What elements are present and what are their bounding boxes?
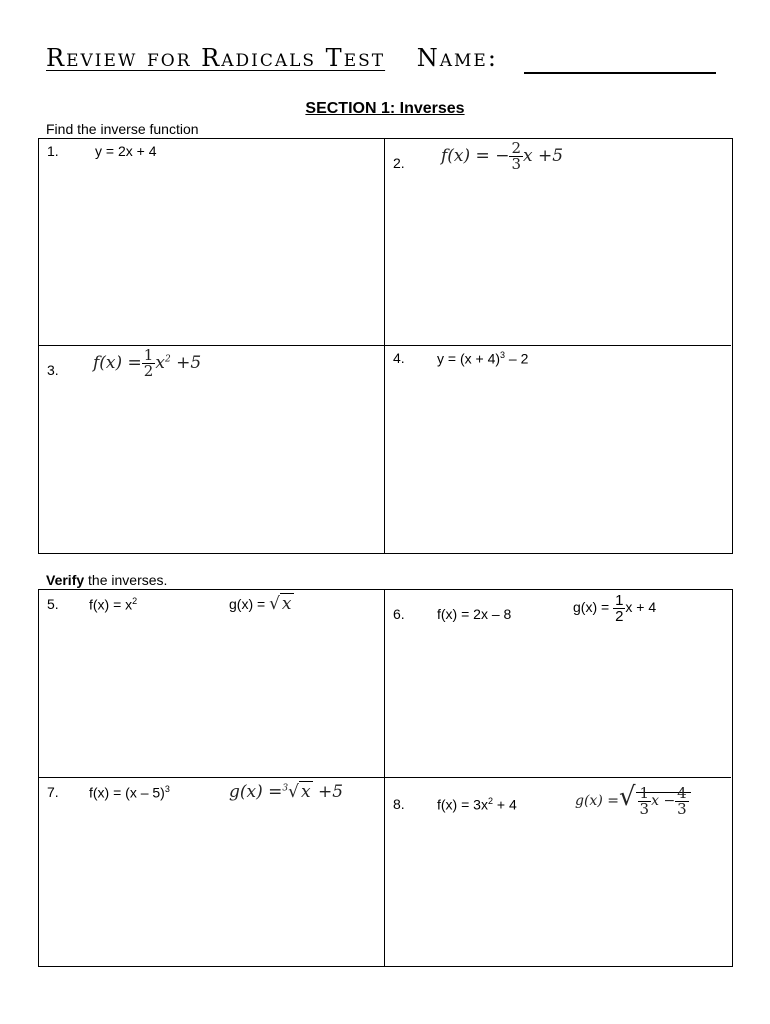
problem-g xyxy=(573,593,656,624)
problem-equation xyxy=(93,348,201,379)
fraction-denominator: 2 xyxy=(143,362,154,380)
eq-rhs-const: +5 xyxy=(170,353,202,373)
fraction-denominator: 3 xyxy=(511,155,521,173)
problem-number: 3. xyxy=(47,362,59,378)
eq-rhs-var: x xyxy=(155,353,165,373)
problem-f xyxy=(89,784,170,801)
worksheet-title xyxy=(46,44,498,72)
problem-number: 8. xyxy=(393,796,405,812)
f-part-a: f(x) = x xyxy=(89,596,133,613)
name-label: Name: xyxy=(416,44,498,72)
problem-equation xyxy=(437,350,528,367)
fraction-numerator: 2 xyxy=(511,139,521,157)
fraction-denominator: 3 xyxy=(677,799,687,818)
problem-grid-inverses xyxy=(38,138,733,554)
name-blank-line xyxy=(524,72,716,74)
instruction-inverse: Find the inverse function xyxy=(46,121,199,137)
problem-number: 2. xyxy=(393,155,405,171)
verify-bold: Verify xyxy=(46,572,85,588)
radicand xyxy=(636,783,691,818)
problem-grid-verify xyxy=(38,589,733,967)
fraction xyxy=(638,783,652,818)
instruction-verify xyxy=(46,572,167,588)
g-label: g(x) = xyxy=(229,782,283,802)
fraction xyxy=(509,141,523,172)
eq-part-b: – 2 xyxy=(505,350,529,367)
radical-sign: √ xyxy=(618,782,636,812)
problem-cell-4 xyxy=(385,346,731,553)
exponent: 2 xyxy=(132,596,138,606)
problem-cell-2 xyxy=(385,139,731,346)
g-rest: +5 xyxy=(312,782,344,802)
problem-equation xyxy=(441,141,563,172)
title-text: Review for Radicals Test xyxy=(46,44,386,72)
exponent: 2 xyxy=(164,354,171,365)
radicand: x xyxy=(300,782,311,802)
fraction-numerator: 1 xyxy=(639,783,650,802)
verify-rest: the inverses. xyxy=(84,572,168,588)
root-index: 3 xyxy=(282,783,289,794)
fraction-denominator: 2 xyxy=(615,608,624,625)
problem-g xyxy=(229,782,343,802)
problem-equation: y = 2x + 4 xyxy=(95,143,157,159)
g-rest: x + 4 xyxy=(625,599,657,616)
eq-lhs: f(x) = xyxy=(93,353,142,373)
section-heading xyxy=(0,100,770,118)
problem-cell-7 xyxy=(39,778,385,966)
fraction-denominator: 3 xyxy=(639,799,650,818)
problem-cell-8 xyxy=(385,778,731,966)
f-part-a: f(x) = 3x xyxy=(437,796,488,813)
problem-cell-6 xyxy=(385,590,731,778)
g-label: g(x) = xyxy=(575,793,619,809)
exponent: 2 xyxy=(487,796,493,806)
problem-number: 4. xyxy=(393,350,405,366)
section-heading-text: SECTION 1: Inverses xyxy=(305,100,465,117)
exponent: 3 xyxy=(500,350,506,360)
fraction xyxy=(142,348,156,379)
eq-lhs: f(x) = − xyxy=(441,146,510,166)
problem-number: 6. xyxy=(393,606,405,622)
eq-part-a: y = (x + 4) xyxy=(437,350,501,367)
problem-cell-1 xyxy=(39,139,385,346)
fraction-numerator: 1 xyxy=(615,592,624,609)
eq-rhs: x +5 xyxy=(523,146,564,166)
radical-sign: √ xyxy=(269,594,280,614)
f-part-a: f(x) = (x – 5) xyxy=(89,784,165,801)
fraction xyxy=(675,783,689,818)
problem-number: 5. xyxy=(47,596,59,612)
radical-sign: √ xyxy=(288,782,299,802)
problem-number: 7. xyxy=(47,784,59,800)
fraction xyxy=(613,593,625,624)
problem-cell-3 xyxy=(39,346,385,553)
problem-f xyxy=(437,796,517,813)
radicand: x xyxy=(281,594,292,614)
fraction-numerator: 1 xyxy=(143,346,154,364)
fraction-numerator: 4 xyxy=(677,783,687,802)
exponent: 3 xyxy=(164,784,170,794)
radicand-mid: x − xyxy=(651,793,676,809)
problem-g xyxy=(229,594,294,614)
g-label: g(x) = xyxy=(229,596,270,612)
f-part-b: + 4 xyxy=(492,796,517,813)
problem-cell-5 xyxy=(39,590,385,778)
problem-f: f(x) = 2x – 8 xyxy=(437,606,512,622)
g-label: g(x) = xyxy=(573,599,614,616)
problem-number: 1. xyxy=(47,143,59,159)
problem-g xyxy=(575,782,691,817)
problem-f xyxy=(89,596,137,613)
